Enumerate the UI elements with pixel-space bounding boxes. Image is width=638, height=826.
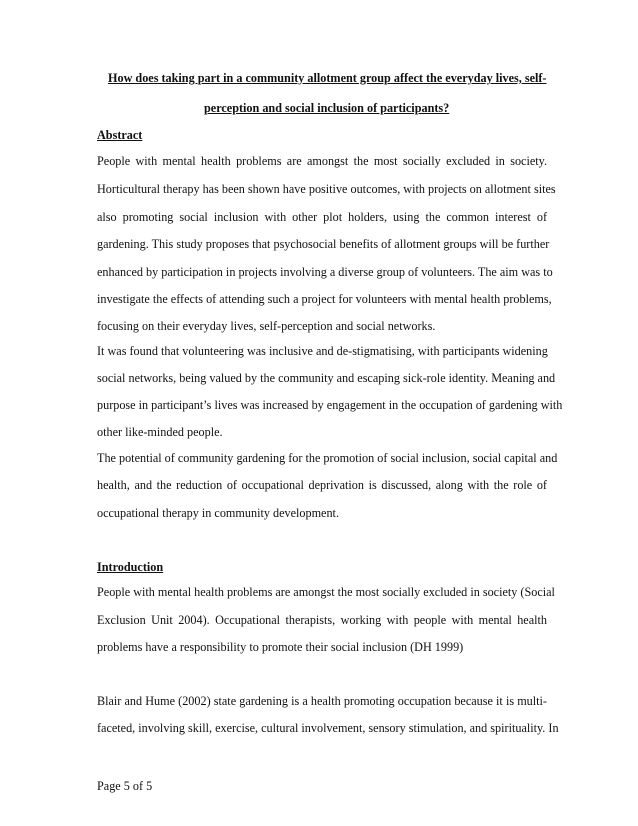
abstract-line: social networks, being valued by the community and escaping sick-role identity. Meaning and xyxy=(97,371,556,385)
introduction-line: problems have a responsibility to promote their social inclusion (DH 1999) xyxy=(97,640,464,654)
abstract-line: other like-minded people. xyxy=(97,425,223,439)
abstract-line: It was found that volunteering was inclusive and de-stigmatising, with participants widening xyxy=(97,344,548,358)
abstract-line: health, and the reduction of occupational deprivation is discussed, along with the role of xyxy=(97,478,547,492)
title-line-1: How does taking part in a community allotment group affect the everyday lives, self- xyxy=(108,71,547,85)
introduction-line: People with mental health problems are amongst the most socially excluded in society (Social xyxy=(97,585,555,599)
title-line-2: perception and social inclusion of participants? xyxy=(204,101,450,115)
introduction-line: Exclusion Unit 2004). Occupational therapists, working with people with mental health xyxy=(97,613,547,627)
introduction-heading: Introduction xyxy=(97,560,164,574)
abstract-line: purpose in participant’s lives was increased by engagement in the occupation of gardening with xyxy=(97,398,563,412)
abstract-line: focusing on their everyday lives, self-perception and social networks. xyxy=(97,319,436,333)
abstract-line: investigate the effects of attending such a project for volunteers with mental health problems, xyxy=(97,292,552,306)
abstract-line: gardening. This study proposes that psychosocial benefits of allotment groups will be further xyxy=(97,237,550,251)
abstract-line: also promoting social inclusion with other plot holders, using the common interest of xyxy=(97,210,547,224)
introduction-line: Blair and Hume (2002) state gardening is a health promoting occupation because it is multi- xyxy=(97,694,547,708)
introduction-line: faceted, involving skill, exercise, cultural involvement, sensory stimulation, and spirituality. In xyxy=(97,721,559,735)
abstract-line: Horticultural therapy has been shown have positive outcomes, with projects on allotment sites xyxy=(97,182,556,196)
abstract-line: The potential of community gardening for the promotion of social inclusion, social capital and xyxy=(97,451,558,465)
page-footer: Page 5 of 5 xyxy=(97,779,153,793)
abstract-line: People with mental health problems are amongst the most socially excluded in society. xyxy=(97,154,547,168)
abstract-line: enhanced by participation in projects involving a diverse group of volunteers. The aim was to xyxy=(97,265,553,279)
abstract-line: occupational therapy in community development. xyxy=(97,506,339,520)
abstract-heading: Abstract xyxy=(97,128,143,142)
